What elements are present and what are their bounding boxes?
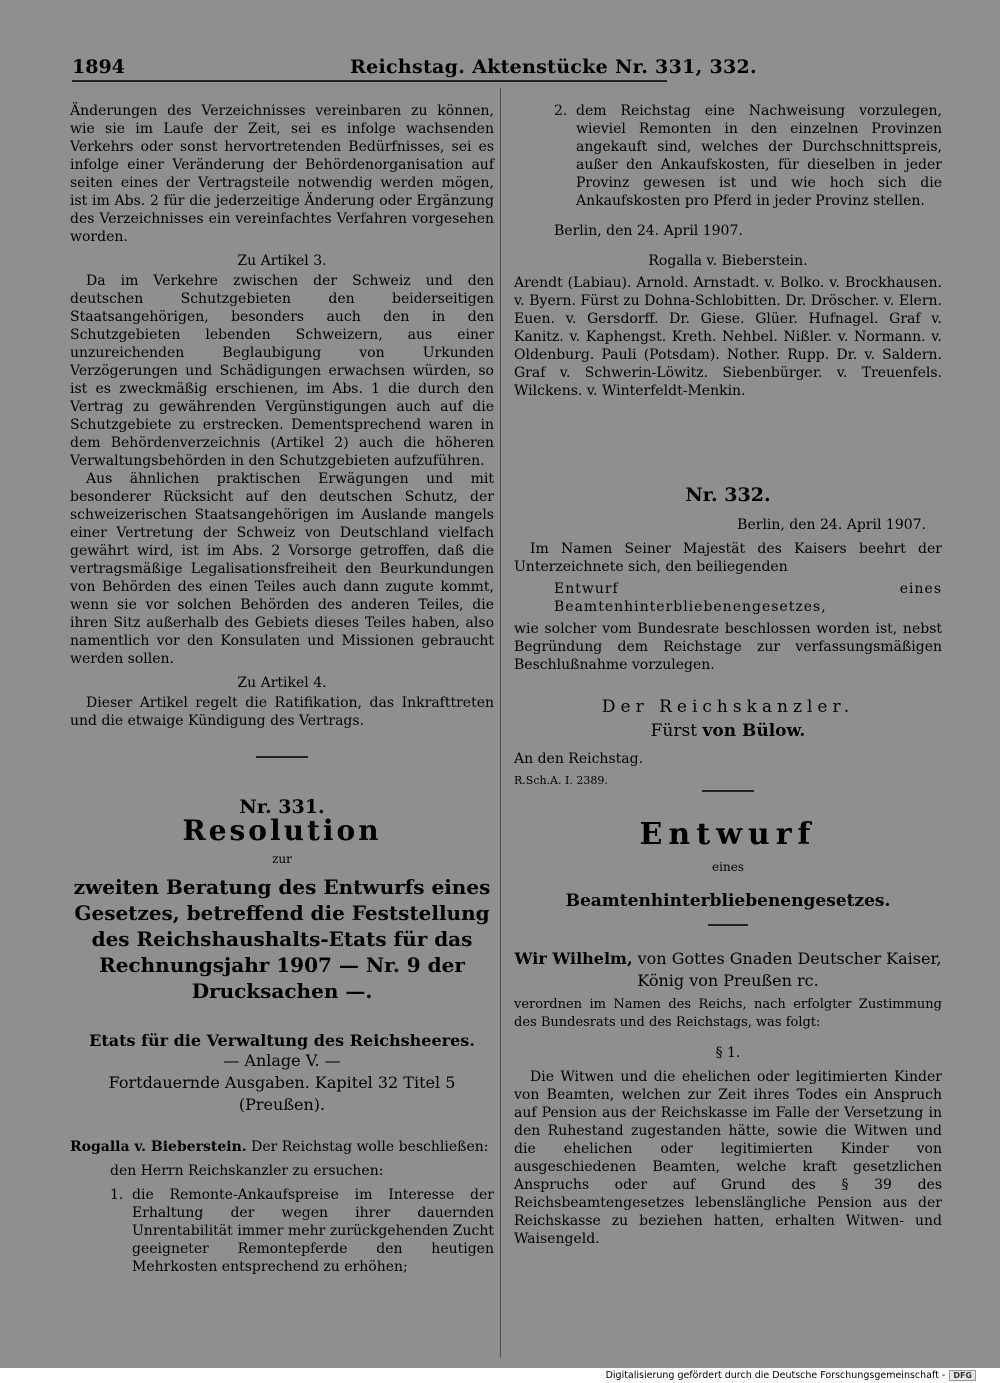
addressee: An den Reichstag.	[514, 751, 644, 767]
enactment-clause: verordnen im Namen des Reichs, nach erfolgter Zustimmung des Bundesrats und des Reichstags, was folgt:	[514, 997, 942, 1030]
column-divider	[500, 88, 501, 1358]
mover-name: Rogalla v. Bieberstein.	[70, 1139, 247, 1155]
separator-rule	[256, 756, 308, 758]
reichskanzler-title: Der Reichskanzler.	[601, 697, 855, 717]
entwurf-heading: Entwurf	[639, 817, 817, 852]
chancellor-rank: Fürst	[650, 721, 703, 741]
footer-credit: Digitalisierung gefördert durch die Deutsche Forschungsgemeinschaft -	[605, 1370, 946, 1381]
paragraph: Da im Verkehre zwischen der Schweiz und den deutschen Schutzgebieten den beiderseitigen Staatsangehörigen, besonders auch den in den Schutzgebieten lebenden Schweizern, aus einer unzureichenden Beglaubigung von Urkunden Verzögerungen und Schädigungen erwachsen würden, so ist es zweckmäßig erschienen, im Abs. 1 die durch den Vertrag zu gewährenden Vergünstigungen auch auf die Schutzgebiete zu erstrecken. Dementsprechend waren in dem Behördenverzeichnis (Artikel 2) auch die höheren Verwaltungsbehörden in den Schutzgebieten aufzuführen.	[70, 273, 494, 469]
page-header	[72, 52, 932, 82]
chancellor-signature	[514, 722, 942, 740]
dfg-logo: DFG	[949, 1370, 976, 1381]
section-heading: Zu Artikel 3.	[237, 253, 327, 269]
right-column	[514, 102, 942, 1248]
section-heading: Zu Artikel 4.	[237, 675, 327, 691]
document-number: Nr. 331.	[239, 796, 325, 818]
list-number: 2.	[554, 103, 568, 119]
entwurf-reference: Entwurf eines Beamtenhinterbliebenengesetzes,	[554, 581, 942, 615]
resolution-heading: Resolution	[182, 814, 382, 847]
preamble	[514, 948, 942, 992]
page-number: 1894	[72, 56, 125, 78]
date-line: Berlin, den 24. April 1907.	[737, 517, 926, 533]
paragraph: Dieser Artikel regelt die Ratifikation, das Inkrafttreten und die etwaige Kündigung des Vertrags.	[70, 695, 494, 729]
request-line: den Herrn Reichskanzler zu ersuchen:	[110, 1163, 384, 1179]
paragraph: Im Namen Seiner Majestät des Kaisers beehrt der Unterzeichnete sich, den beiliegenden	[514, 541, 942, 575]
list-item	[514, 102, 942, 210]
motion-text: Der Reichstag wolle beschließen:	[246, 1139, 489, 1155]
paragraph: Die Witwen und die ehelichen oder legitimierten Kinder von Beamten, welchen zur Zeit ihres Todes ein Anspruch auf Pension aus der Reichskasse im Falle der Versetzung in den Ruhestand zugestanden hätte, sowie die Witwen und die ehelichen oder legitimierten Kinder von ausgeschiedenen Beamten, welche kraft gesetzlichen Anspruchs oder auf Grund des § 39 des Reichsbeamtengesetzes lebenslängliche Pension aus der Reichskasse zu beziehen hatten, erhalten Witwen- und Waisengeld.	[514, 1069, 942, 1247]
list-number: 1.	[110, 1187, 124, 1203]
signature: Rogalla v. Bieberstein.	[648, 253, 808, 269]
list-item	[70, 1186, 494, 1276]
header-rule	[72, 80, 667, 82]
paragraph: Aus ähnlichen praktischen Erwägungen und mit besonderer Rücksicht auf den deutschen Schutz, der schweizerischen Staatsangehörigen im Auslande mangels einer Vertretung der Schweiz von Deutschland vielfach gewährt wird, ist im Abs. 2 Vorsorge getroffen, daß die vertragsmäßige Legalisationsfreiheit den Beurkundungen von Behörden des einen Teiles auch dann zugute kommt, wenn sie vor solchen Behörden des anderen Teiles, die ihren Sitz außerhalb des Gebiets dieses Teiles haben, also namentlich vor den Konsulaten und Missionen gebraucht werden sollen.	[70, 471, 494, 667]
chancellor-name: von Bülow.	[702, 721, 806, 741]
motion-intro	[70, 1138, 494, 1156]
preamble-wir: Wir	[514, 949, 553, 968]
date-line: Berlin, den 24. April 1907.	[554, 223, 743, 239]
preamble-text: von Gottes Gnaden Deutscher Kaiser, König von Preußen rc.	[632, 949, 942, 990]
fortdauernde-heading: Fortdauernde Ausgaben. Kapitel 32 Titel 5 (Preußen).	[108, 1073, 456, 1114]
running-title: Reichstag. Aktenstücke Nr. 331, 332.	[350, 56, 757, 78]
separator-rule	[702, 790, 754, 792]
section-number: § 1.	[715, 1045, 741, 1061]
list-text: dem Reichstag eine Nachweisung vorzulegen, wieviel Remonten in den einzelnen Provinzen angekauft sind, welches der Durchschnittspreis, außer den Ankaufskosten, für dieselben in jeder Provinz gewesen ist und wie hoch sich die Ankaufskosten pro Pferd in jeder Provinz stellen.	[576, 103, 942, 209]
paragraph: Änderungen des Verzeichnisses vereinbaren zu können, wie sie im Laufe der Zeit, sei es infolge wachsenden Verkehrs oder sonst hervortretenden Bedürfnisses, sei es infolge einer Veränderung der Behördenorganisation auf seiten eines der Vertragsteile notwendig werden mögen, ist im Abs. 2 für die jederzeitige Änderung oder Ergänzung des Verzeichnisses ein vereinfachtes Verfahren vorgesehen worden.	[70, 103, 494, 245]
resolution-title: zweiten Beratung des Entwurfs eines Gesetzes, betreffend die Feststellung des Reichshaushalts-Etats für das Rechnungsjahr 1907 — Nr. 9 der Drucksachen —.	[73, 875, 491, 1003]
document-number: Nr. 332.	[685, 484, 771, 506]
law-title: Beamtenhinterbliebenengesetzes.	[565, 891, 891, 911]
list-text: die Remonte-Ankaufspreise im Interesse der Erhaltung der wegen ihrer dauernden Unrentabilität immer mehr zurückgehenden Zucht geeigneter Remontepferde den heutigen Mehrkosten entsprechend zu erhöhen;	[132, 1187, 494, 1275]
co-signers: Arendt (Labiau). Arnold. Arnstadt. v. Bolko. v. Brockhausen. v. Byern. Fürst zu Dohna-Schlobitten. Dr. Dröscher. v. Elern. Euen. v. Gersdorff. Dr. Giese. Glüer. Hufnagel. Graf v. Kanitz. v. Kaphengst. Kreth. Nehbel. Nißler. v. Normann. v. Oldenburg. Pauli (Potsdam). Nother. Rupp. Dr. v. Saldern. Graf v. Schwerin-Löwitz. Siebenbürger. v. Treuenfels. Wilckens. v. Winterfeldt-Menkin.	[514, 275, 942, 399]
file-reference: R.Sch.A. I. 2389.	[514, 774, 608, 787]
connector-word: zur	[272, 852, 292, 866]
anlage-label: — Anlage V. —	[223, 1051, 341, 1070]
emperor-name: Wilhelm,	[552, 949, 633, 968]
left-column	[70, 102, 494, 1276]
separator-rule	[708, 924, 748, 926]
paragraph: wie solcher vom Bundesrate beschlossen worden ist, nebst Begründung dem Reichstage zur verfassungsmäßigen Beschlußnahme vorzulegen.	[514, 621, 942, 673]
footer	[606, 1368, 976, 1383]
etats-heading: Etats für die Verwaltung des Reichsheeres.	[89, 1031, 475, 1050]
connector-word: eines	[712, 860, 744, 874]
